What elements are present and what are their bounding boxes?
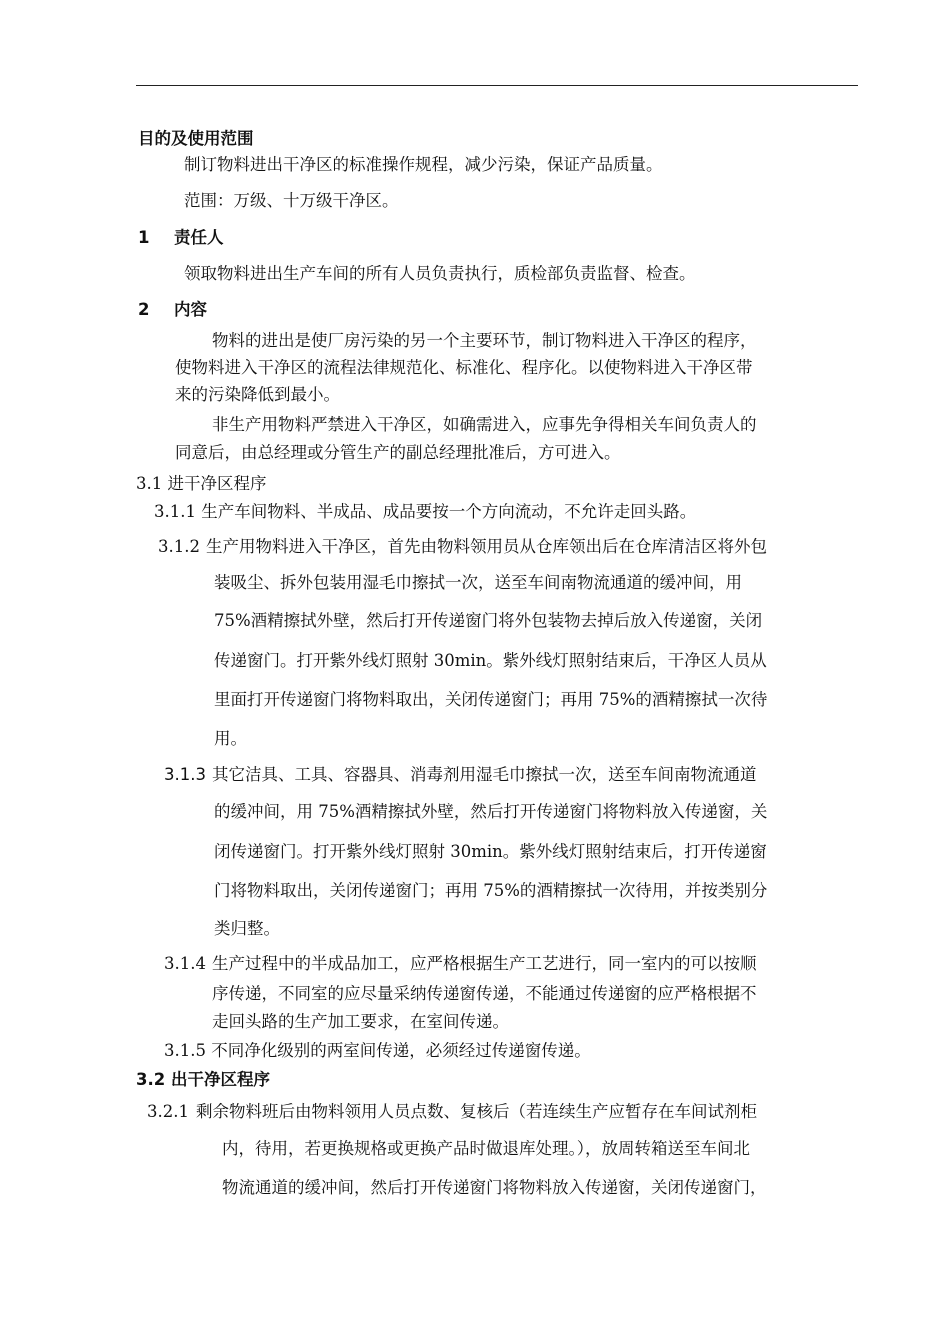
item-3-1-2-line: 75%酒精擦拭外壁，然后打开传递窗门将外包装物去掉后放入传递窗，关闭 xyxy=(214,611,763,630)
scope-text: 范围：万级、十万级干净区。 xyxy=(184,191,399,210)
item-3-2-1-line: 剩余物料班后由物料领用人员点数、复核后（若连续生产应暂存在车间试剂柜 xyxy=(196,1102,757,1121)
header-rule xyxy=(136,85,858,86)
item-3-2-1-label: 3.2.1 xyxy=(147,1102,189,1121)
section-2-para1-line: 来的污染降低到最小。 xyxy=(175,385,340,404)
item-3-1-5: 3.1.5 不同净化级别的两室间传递，必须经过传递窗传递。 xyxy=(164,1041,591,1060)
purpose-heading: 目的及使用范围 xyxy=(138,129,254,148)
item-3-1-3-label: 3.1.3 xyxy=(164,765,206,784)
section-2-para2-line: 非生产用物料严禁进入干净区，如确需进入，应事先争得相关车间负责人的 xyxy=(212,415,757,434)
item-3-1-2-line: 里面打开传递窗门将物料取出，关闭传递窗门；再用 75%的酒精擦拭一次待 xyxy=(214,690,768,709)
section-2-heading xyxy=(138,299,207,321)
section-2-para1-line: 使物料进入干净区的流程法律规范化、标准化、程序化。以使物料进入干净区带 xyxy=(175,358,753,377)
item-3-1-2-line: 用。 xyxy=(214,729,247,748)
item-3-1-3-line: 类归整。 xyxy=(214,919,280,938)
section-1-heading xyxy=(138,227,224,249)
item-3-1-2-label: 3.1.2 xyxy=(158,537,200,556)
item-3-1-4-label: 3.1.4 xyxy=(164,954,206,973)
item-3-1-1: 3.1.1 生产车间物料、半成品、成品要按一个方向流动，不允许走回头路。 xyxy=(154,502,697,521)
item-3-2-1-line: 内，待用，若更换规格或更换产品时做退库处理。），放周转箱送至车间北 xyxy=(222,1139,750,1158)
item-3-1-3-line: 其它洁具、工具、容器具、消毒剂用湿毛巾擦拭一次，送至车间南物流通道 xyxy=(212,765,757,784)
item-3-1-4-line: 序传递，不同室的应尽量采纳传递窗传递，不能通过传递窗的应严格根据不 xyxy=(212,984,757,1003)
item-3-1-2-line: 装吸尘、拆外包装用湿毛巾擦拭一次，送至车间南物流通道的缓冲间，用 xyxy=(214,573,742,592)
item-3-1-4-line: 走回头路的生产加工要求，在室间传递。 xyxy=(212,1012,509,1031)
section-1-text: 领取物料进出生产车间的所有人员负责执行，质检部负责监督、检查。 xyxy=(184,264,696,283)
section-1-number: 1 xyxy=(138,228,150,247)
item-3-1-2-line: 传递窗门。打开紫外线灯照射 30min。紫外线灯照射结束后，干净区人员从 xyxy=(214,651,767,670)
section-2-para1-line: 物料的进出是使厂房污染的另一个主要环节，制订物料进入干净区的程序， xyxy=(212,331,757,350)
section-3-1-heading: 3.1 进干净区程序 xyxy=(136,474,267,493)
section-2-para2-line: 同意后，由总经理或分管生产的副总经理批准后，方可进入。 xyxy=(175,443,621,462)
section-2-number: 2 xyxy=(138,300,150,319)
item-3-1-3-line: 门将物料取出，关闭传递窗门；再用 75%的酒精擦拭一次待用，并按类别分 xyxy=(214,881,768,900)
purpose-text: 制订物料进出干净区的标准操作规程，减少污染，保证产品质量。 xyxy=(184,155,663,174)
section-3-2-heading: 3.2 出干净区程序 xyxy=(136,1070,270,1089)
item-3-1-4-line: 生产过程中的半成品加工，应严格根据生产工艺进行，同一室内的可以按顺 xyxy=(212,954,757,973)
item-3-1-3-line: 闭传递窗门。打开紫外线灯照射 30min。紫外线灯照射结束后，打开传递窗 xyxy=(214,842,767,861)
section-1-title: 责任人 xyxy=(174,228,224,247)
item-3-2-1-line: 物流通道的缓冲间，然后打开传递窗门将物料放入传递窗，关闭传递窗门， xyxy=(222,1178,767,1197)
section-2-title: 内容 xyxy=(174,300,207,319)
item-3-1-3-line: 的缓冲间，用 75%酒精擦拭外壁，然后打开传递窗门将物料放入传递窗，关 xyxy=(214,802,768,821)
item-3-1-2-line: 生产用物料进入干净区，首先由物料领用员从仓库领出后在仓库清洁区将外包 xyxy=(206,537,767,556)
